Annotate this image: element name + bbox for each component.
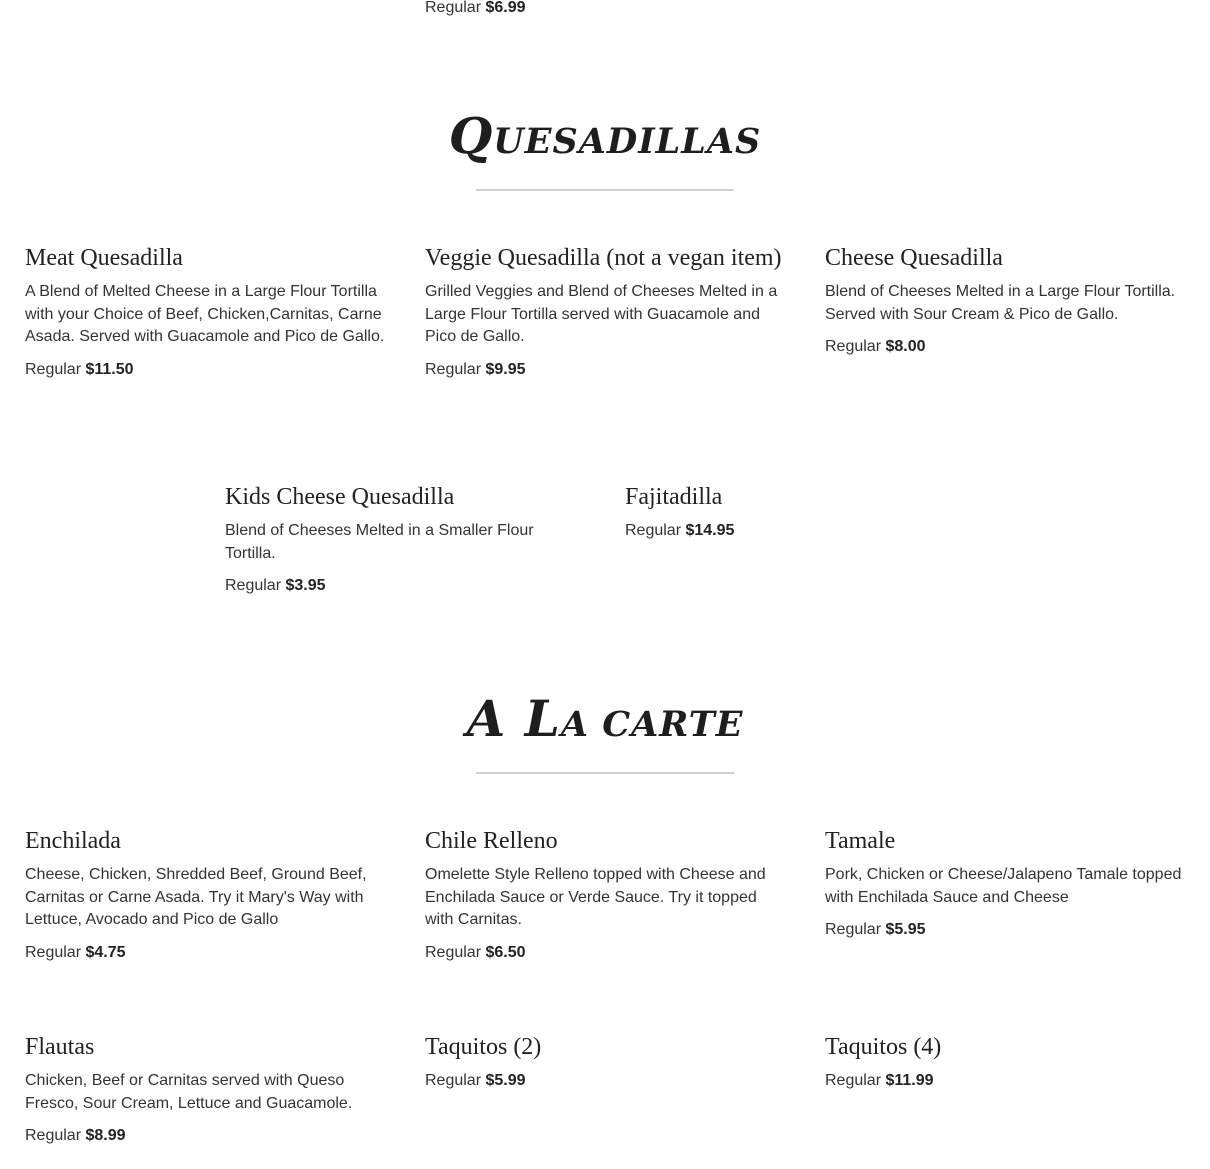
item-name[interactable]: Taquitos (2)	[425, 1034, 542, 1060]
price-amount: $6.99	[485, 0, 526, 16]
item-name[interactable]: Flautas	[25, 1034, 95, 1060]
item-name[interactable]: Veggie Quesadilla (not a vegan item)	[425, 245, 782, 271]
price-label: Regular	[425, 360, 482, 378]
price-label: Regular	[425, 943, 482, 961]
item-price	[225, 575, 565, 597]
item-name[interactable]: Enchilada	[25, 828, 121, 854]
menu-item-taquitos-4[interactable]	[825, 1031, 1187, 1092]
price-label: Regular	[825, 338, 882, 355]
item-price	[625, 520, 987, 542]
price-amount: $3.95	[285, 577, 326, 594]
item-description: Omelette Style Relleno topped with Cheese and Enchilada Sauce or Verde Sauce. Try it topped with Carnitas.	[425, 866, 766, 928]
item-description: Blend of Cheeses Melted in a Smaller Flour Tortilla.	[225, 522, 534, 562]
price-label: Regular	[25, 1127, 82, 1144]
section-title-quesadillas: QUESADILLAS	[448, 106, 762, 165]
menu-item-taquitos-2[interactable]	[425, 1031, 787, 1092]
price-amount: $8.00	[885, 338, 926, 355]
item-price	[825, 1070, 1187, 1092]
item-price	[425, 359, 787, 381]
price-label: Regular	[225, 577, 282, 594]
item-description: Chicken, Beef or Carnitas served with Queso Fresco, Sour Cream, Lettuce and Guacamole.	[25, 1072, 353, 1112]
price-label: Regular	[25, 943, 82, 961]
menu-item-kids-cheese-quesadilla[interactable]	[225, 481, 565, 597]
menu-item-meat-quesadilla[interactable]	[25, 242, 387, 381]
menu-item-veggie-quesadilla[interactable]	[425, 242, 787, 381]
price-amount: $14.95	[685, 522, 735, 539]
item-price	[425, 942, 770, 964]
price-amount: $5.95	[885, 921, 926, 938]
item-price	[25, 942, 387, 964]
item-name[interactable]: Kids Cheese Quesadilla	[225, 484, 455, 510]
price-amount: $4.75	[85, 943, 126, 961]
section-divider	[476, 189, 734, 191]
item-price	[825, 919, 1195, 941]
price-amount: $5.99	[485, 1072, 526, 1089]
price-amount: $6.50	[485, 943, 526, 961]
item-name[interactable]: Cheese Quesadilla	[825, 245, 1003, 271]
item-name[interactable]: Meat Quesadilla	[25, 245, 183, 271]
price-amount: $11.50	[85, 360, 134, 378]
item-description: Grilled Veggies and Blend of Cheeses Melted in a Large Flour Tortilla served with Guacamole and Pico de Gallo.	[425, 283, 778, 345]
price-amount: $8.99	[85, 1127, 126, 1144]
item-price	[25, 359, 387, 381]
item-name[interactable]: Taquitos (4)	[825, 1034, 942, 1060]
price-label: Regular	[425, 0, 482, 16]
section-divider	[476, 772, 734, 774]
item-price	[425, 1070, 787, 1092]
menu-item-enchilada[interactable]	[25, 825, 387, 964]
item-description: Cheese, Chicken, Shredded Beef, Ground Beef, Carnitas or Carne Asada. Try it Mary's Way with Lettuce, Avocado and Pico de Gallo	[25, 866, 367, 928]
price-label: Regular	[825, 1072, 882, 1089]
item-name[interactable]: Fajitadilla	[625, 484, 723, 510]
menu-item-chile-relleno[interactable]	[425, 825, 770, 964]
previous-item-price	[425, 0, 526, 19]
price-amount: $11.99	[885, 1072, 934, 1089]
menu-item-fajitadilla[interactable]	[625, 481, 987, 542]
price-label: Regular	[25, 360, 82, 378]
item-price	[825, 336, 1195, 358]
item-price	[25, 1125, 370, 1147]
price-label: Regular	[825, 921, 882, 938]
item-description: A Blend of Melted Cheese in a Large Flour Tortilla with your Choice of Beef, Chicken,Carnitas, Carne Asada. Served with Guacamole and Pico de Gallo.	[25, 283, 385, 345]
price-label: Regular	[425, 1072, 482, 1089]
item-description: Blend of Cheeses Melted in a Large Flour Tortilla. Served with Sour Cream & Pico de Gallo.	[825, 283, 1176, 323]
price-label: Regular	[625, 522, 682, 539]
menu-item-cheese-quesadilla[interactable]	[825, 242, 1195, 358]
menu-item-flautas[interactable]	[25, 1031, 370, 1147]
menu-item-tamale[interactable]	[825, 825, 1195, 941]
item-description: Pork, Chicken or Cheese/Jalapeno Tamale topped with Enchilada Sauce and Cheese	[825, 866, 1182, 906]
item-name[interactable]: Chile Relleno	[425, 828, 558, 854]
section-title-a-la-carte: A LA CARTE	[466, 689, 744, 748]
item-name[interactable]: Tamale	[825, 828, 896, 854]
price-amount: $9.95	[485, 360, 526, 378]
